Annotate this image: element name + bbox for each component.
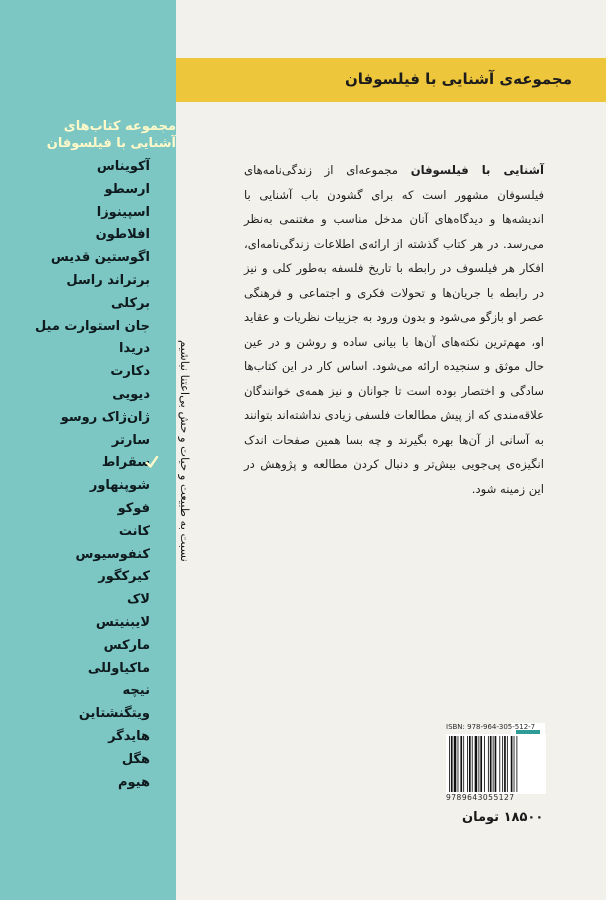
price-label: ۱۸۵۰۰ تومان [462,810,544,825]
book-item: دیویی [112,387,150,402]
banner-title: مجموعه‌ی آشنایی با فیلسوفان [344,70,572,88]
book-item: افلاطون [95,227,150,243]
title-banner [176,58,606,102]
series-title-line1: مجموعه کتاب‌های [63,119,176,134]
sidebar-panel [0,0,192,900]
isbn-text: ISBN: 978-964-305-512-7 [446,723,536,731]
book-item: ارسطو [104,181,150,197]
book-item: اگوستین قدیس [50,250,150,266]
book-item: سقراط [101,455,150,471]
book-item: دکارت [110,364,150,380]
book-item: هیوم [118,774,150,790]
book-item: لاک [127,592,150,608]
checkmark-icon [145,455,159,469]
description-lead: آشنایی با فیلسوفان [410,163,544,177]
description-text: مجموعه‌ای از زندگی‌نامه‌های فیلسوفان مشهور است که برای گشودن باب آشنایی با اندیشه‌ها و دیدگاه‌های آنان مدخل مناسب و مغتنمی به‌نظر می‌رسد. در هر کتاب گذشته از ارائه‌ی اطلاعات زندگی‌نامه‌ای، افکار هر فیلسوف در رابطه با تاریخ فلسفه به‌طور کلی و نیز در رابطه با جریان‌ها و تحولات فکری و اجتماعی و فرهنگی عصر او بازگو می‌شود و بدون ورود به جزییات نظریات و عقاید او، مهم‌ترین نکته‌های آن‌ها با بیانی ساده و روشن و در عین حال موثق و سنجیده ارائه می‌شود. اساس کار در این کتاب‌ها سادگی و اختصار بوده است تا جوانان و نیز همه‌ی خوانندگان علاقه‌مندی که از پیش مطالعات فلسفی زیادی نداشته‌اند بتوانند به آسانی از آن‌ها بهره بگیرند و چه بسا همین صفحات اندک انگیزه‌ی پی‌جویی بیش‌تر و دنبال کردن مطالعه و پژوهش در این زمینه شود. [244,163,544,496]
description-paragraph [244,158,544,501]
book-item: برتراند راسل [66,273,150,288]
vertical-quote-text: نسبت به طبیعت و حیات و حش بی‌اعتنا نباشیم [178,340,192,562]
barcode-icon [446,734,546,794]
book-item: برکلی [111,295,150,311]
book-item: کنفوسیوس [75,546,150,562]
book-item: دریدا [118,341,150,357]
book-item: کانت [118,523,150,539]
book-item: ژان‌ژاک روسو [60,409,150,425]
book-item: ماکیاوللی [87,660,150,676]
book-item: هایدگر [108,729,150,744]
barcode-number: 9789643055127 [446,793,515,802]
book-list [0,0,150,900]
book-item: شوپنهاور [89,478,150,494]
book-item: نیچه [122,683,150,699]
book-item: سارتر [111,432,150,448]
book-item: اسپینوزا [96,204,150,220]
book-item: جان استوارت میل [34,318,150,334]
book-item: فوکو [117,501,150,516]
book-item: هگل [121,751,150,767]
book-item: لایبنیتس [95,615,150,630]
book-item: ویتگنشتاین [78,706,150,722]
book-item: مارکس [103,637,150,653]
book-item: کیرکگور [98,569,150,585]
series-title-line2: آشنایی با فیلسوفان [46,136,176,151]
book-item: آکویناس [96,159,150,174]
